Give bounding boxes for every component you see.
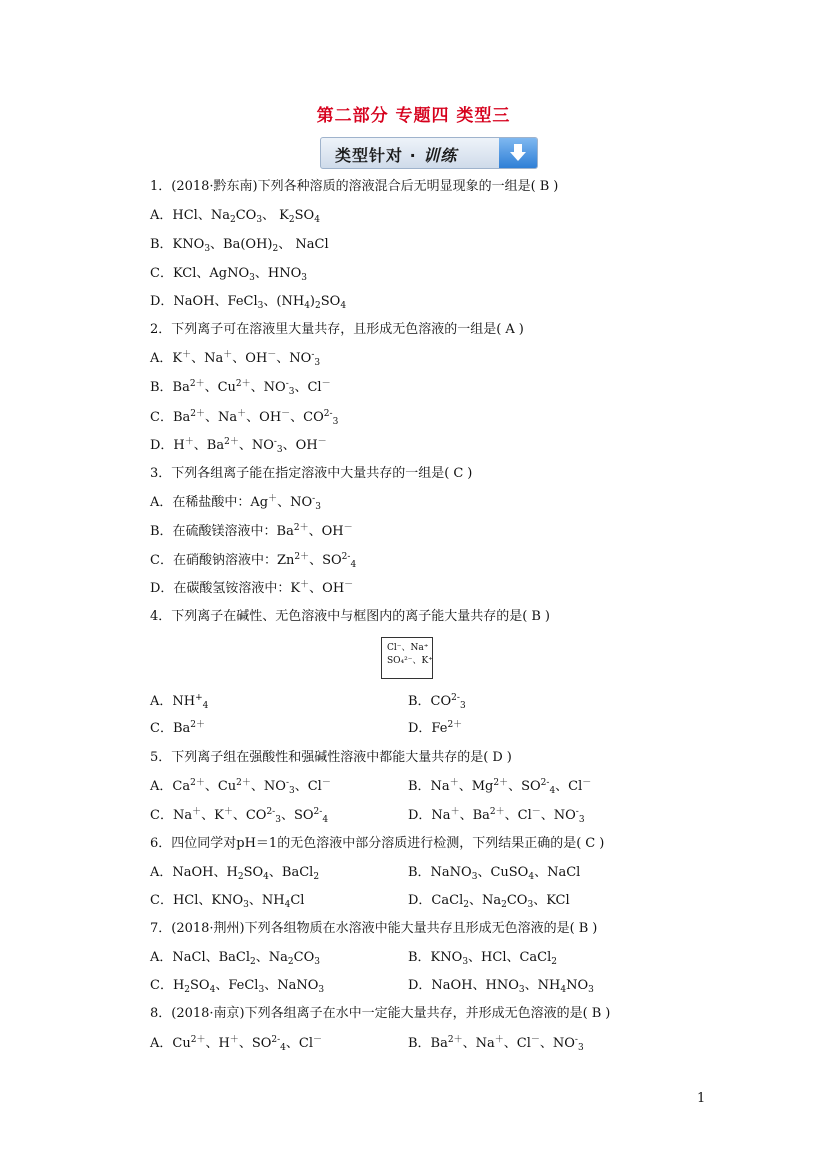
question-5-stem: 5．下列离子组在强酸性和强碱性溶液中都能大量共存的是( D ) [150, 750, 512, 765]
question-4-stem: 4．下列离子在碱性、无色溶液中与框图内的离子能大量共存的是( B ) [150, 609, 550, 624]
q4-option-d: D．$Fe^{2+}$ [408, 720, 463, 736]
q5-option-d: D．Na＋、$Ba^{2+}$、Cl－、$NO^-_3$ [408, 807, 585, 825]
question-1-stem: 1．(2018·黔东南)下列各种溶质的溶液混合后无明显现象的一组是( B ) [150, 179, 559, 194]
q3-option-d: D．在碳酸氢铵溶液中：K＋、OH－ [150, 580, 354, 596]
q2-option-b: B．$Ba^{2+}$、$Cu^{2+}$、$NO^-_3$、Cl－ [150, 379, 331, 397]
answer: B [591, 1006, 602, 1021]
answer: C [585, 836, 596, 851]
q1-option-a: A．HCl、$Na_2CO_3$、 $K_2SO_4$ [150, 208, 320, 225]
page-title: 第二部分 专题四 类型三 [316, 106, 511, 126]
q4-option-c: C．$Ba^{2+}$ [150, 720, 205, 736]
q1-option-d: D．NaOH、FeCl$_3$、$(NH_4)_2SO_4$ [150, 294, 347, 311]
q3-option-b: B．在硫酸镁溶液中：$Ba^{2+}$、OH－ [150, 523, 353, 539]
q7-option-c: C．$H_2SO_4$、FeCl$_3$、NaNO$_3$ [150, 978, 325, 995]
q5-option-a: A．$Ca^{2+}$、$Cu^{2+}$、$NO^-_3$、Cl－ [150, 778, 331, 796]
q5-option-c: C．Na＋、K＋、$CO^{2-}_3$、$SO^{2-}_4$ [150, 807, 329, 825]
q6-option-a: A．NaOH、$H_2SO_4$、BaCl$_2$ [150, 865, 320, 882]
q4-option-b: B．$CO^{2-}_3$ [408, 693, 466, 711]
q2-option-d: D．H＋、$Ba^{2+}$、$NO^-_3$、OH－ [150, 437, 327, 455]
ion-box-figure: Cl⁻、Na⁺ SO₄²⁻、K⁺ [381, 637, 433, 679]
q7-option-d: D．NaOH、$HNO_3$、$NH_4NO_3$ [408, 978, 594, 995]
question-2-stem: 2．下列离子可在溶液里大量共存，且形成无色溶液的一组是( A ) [150, 322, 524, 337]
q1-option-b: B．$KNO_3$、$Ba(OH)_2$、 NaCl [150, 237, 329, 254]
page-number: 1 [697, 1091, 706, 1106]
q2-option-c: C．$Ba^{2+}$、Na＋、OH－、$CO^{2-}_3$ [150, 409, 339, 427]
q6-option-d: D．CaCl$_2$、$Na_2CO_3$、KCl [408, 893, 570, 910]
q8-option-a: A．$Cu^{2+}$、H＋、$SO^{2-}_4$、Cl－ [150, 1035, 323, 1053]
answer: D [492, 750, 503, 765]
q4-option-a: A．$NH^+_4$ [150, 693, 209, 711]
question-8-stem: 8．(2018·南京)下列各组离子在水中一定能大量共存，并形成无色溶液的是( B ) [150, 1006, 611, 1021]
answer: C [453, 466, 464, 481]
q7-option-a: A．NaCl、BaCl$_2$、$Na_2CO_3$ [150, 950, 320, 967]
section-banner [320, 137, 538, 169]
answer: B [578, 921, 589, 936]
q7-option-b: B．$KNO_3$、HCl、CaCl$_2$ [408, 950, 558, 967]
question-6-stem: 6．四位同学对pH＝1的无色溶液中部分溶质进行检测，下列结果正确的是( C ) [150, 836, 605, 851]
q8-option-b: B．$Ba^{2+}$、Na＋、Cl－、$NO^-_3$ [408, 1035, 584, 1053]
q3-option-a: A．在稀盐酸中：Ag＋、$NO^-_3$ [150, 494, 321, 512]
question-7-stem: 7．(2018·荆州)下列各组物质在水溶液中能大量共存且形成无色溶液的是( B ) [150, 921, 598, 936]
answer: A [505, 322, 515, 337]
q1-option-c: C．KCl、AgNO$_3$、$HNO_3$ [150, 266, 308, 283]
question-3-stem: 3．下列各组离子能在指定溶液中大量共存的一组是( C ) [150, 466, 473, 481]
q6-option-b: B．NaNO$_3$、CuSO$_4$、NaCl [408, 865, 581, 882]
q6-option-c: C．HCl、$KNO_3$、$NH_4Cl$ [150, 893, 305, 910]
q2-option-a: A．K＋、Na＋、OH－、$NO^-_3$ [150, 350, 321, 368]
answer: B [539, 179, 550, 194]
q5-option-b: B．Na＋、$Mg^{2+}$、$SO^{2-}_4$、Cl－ [408, 778, 592, 796]
banner-label: 类型针对 · 训练 [335, 146, 458, 165]
q3-option-c: C．在硝酸钠溶液中：$Zn^{2+}$、$SO^{2-}_4$ [150, 552, 357, 570]
answer: B [531, 609, 541, 624]
down-arrow-icon [499, 138, 537, 168]
